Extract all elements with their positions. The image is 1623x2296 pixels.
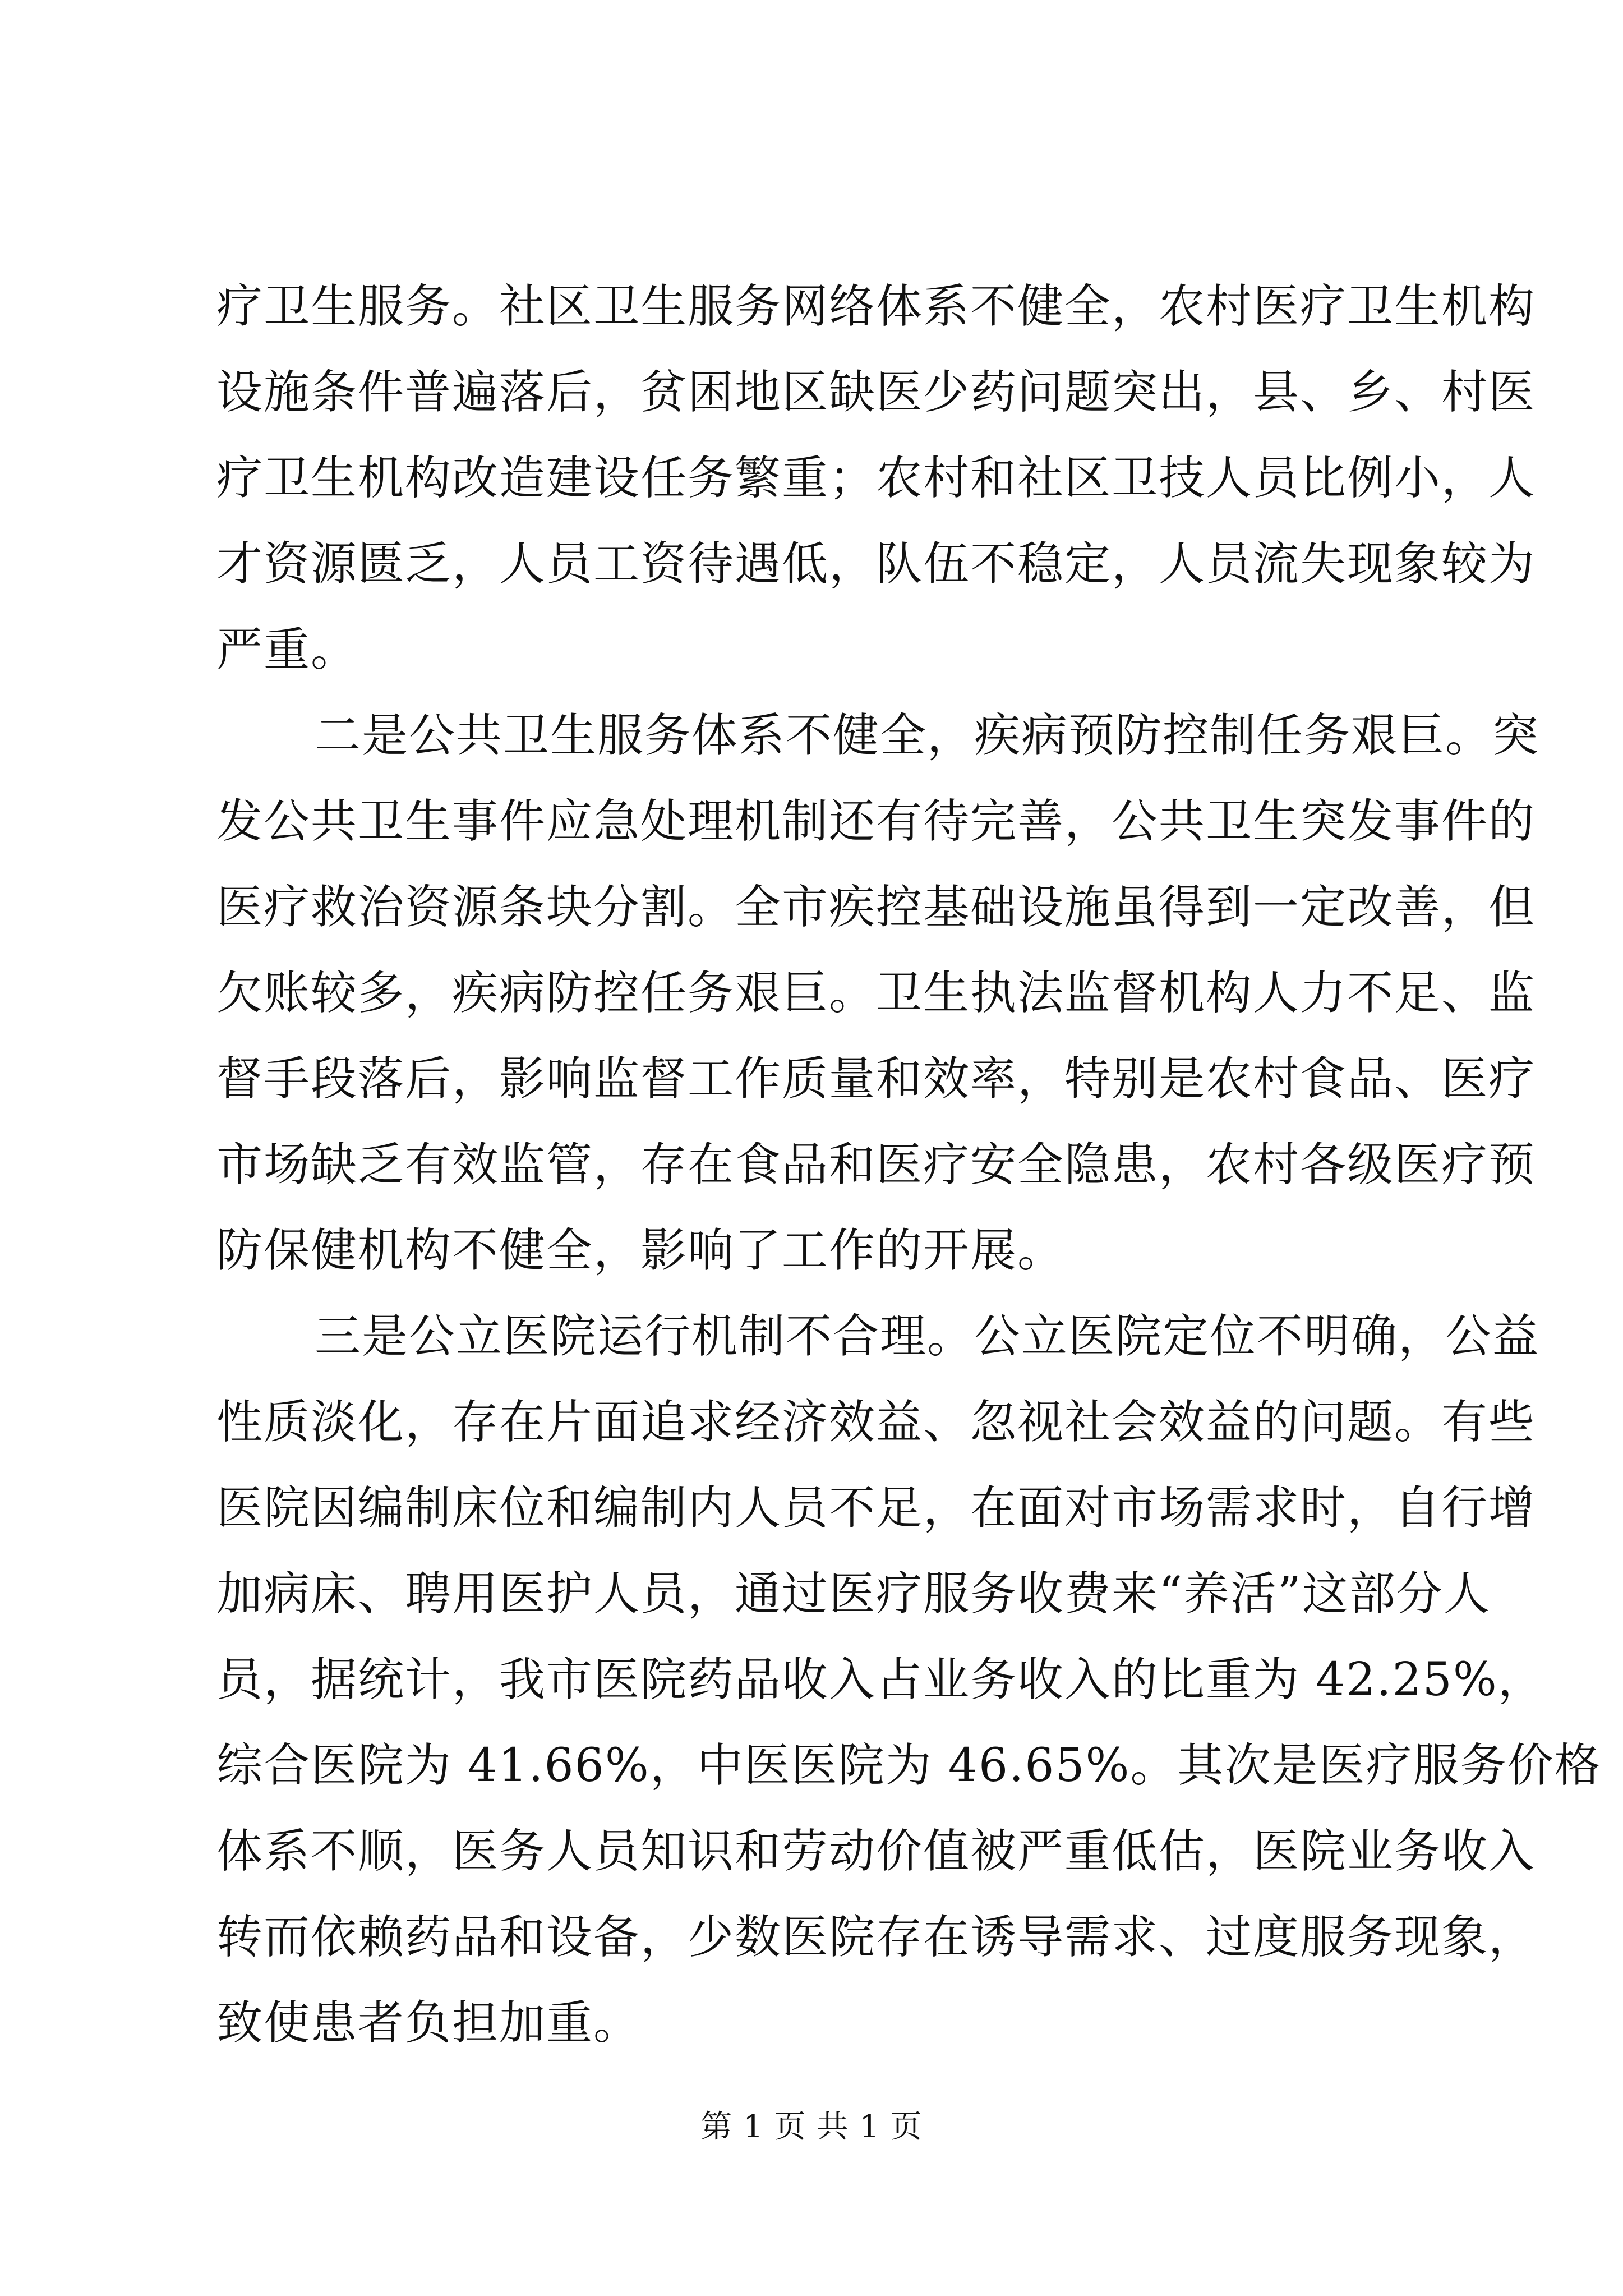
- paragraph-2-line-1: 二是公共卫生服务体系不健全，疾病预防控制任务艰巨。突: [315, 709, 1540, 762]
- paragraph-1-line-4: 才资源匮乏，人员工资待遇低，队伍不稳定，人员流失现象较为: [216, 537, 1536, 591]
- document-body: [216, 264, 1602, 2066]
- paragraph-2-line-2: 发公共卫生事件应急处理机制还有待完善，公共卫生突发事件的: [216, 795, 1536, 848]
- paragraph-3-line-8: 转而依赖药品和设备，少数医院存在诱导需求、过度服务现象，: [216, 1911, 1536, 1964]
- paragraph-3-line-2: 性质淡化，存在片面追求经济效益、忽视社会效益的问题。有些: [216, 1396, 1536, 1449]
- paragraph-2-line-7: 防保健机构不健全，影响了工作的开展。: [216, 1224, 1065, 1277]
- paragraph-3-line-4: 加病床、聘用医护人员，通过医疗服务收费来“养活”这部分人: [216, 1567, 1491, 1621]
- paragraph-3-line-7: 体系不顺，医务人员知识和劳动价值被严重低估，医院业务收入: [216, 1825, 1536, 1878]
- paragraph-2-line-5: 督手段落后，影响监督工作质量和效率，特别是农村食品、医疗: [216, 1052, 1536, 1106]
- paragraph-1-line-5: 严重。: [216, 623, 358, 677]
- paragraph-2-line-4: 欠账较多，疾病防控任务艰巨。卫生执法监督机构人力不足、监: [216, 967, 1536, 1020]
- page-footer: 第 1 页 共 1 页: [700, 2109, 923, 2145]
- paragraph-2-line-6: 市场缺乏有效监管，存在食品和医疗安全隐患，农村各级医疗预: [216, 1138, 1536, 1191]
- paragraph-1-line-1: 疗卫生服务。社区卫生服务网络体系不健全，农村医疗卫生机构: [216, 280, 1536, 333]
- paragraph-2-line-3: 医疗救治资源条块分割。全市疾控基础设施虽得到一定改善，但: [216, 881, 1536, 934]
- paragraph-3-line-3: 医院因编制床位和编制内人员不足，在面对市场需求时，自行增: [216, 1481, 1536, 1535]
- paragraph-3-line-6: 综合医院为 41.66%，中医医院为 46.65%。其次是医疗服务价格: [216, 1739, 1602, 1792]
- paragraph-3-line-9: 致使患者负担加重。: [216, 1996, 641, 2050]
- paragraph-3-line-5: 员，据统计，我市医院药品收入占业务收入的比重为 42.25%，: [216, 1653, 1545, 1706]
- paragraph-1-line-3: 疗卫生机构改造建设任务繁重；农村和社区卫技人员比例小，人: [216, 452, 1536, 505]
- paragraph-3-line-1: 三是公立医院运行机制不合理。公立医院定位不明确，公益: [315, 1310, 1540, 1363]
- paragraph-1-line-2: 设施条件普遍落后，贫困地区缺医少药问题突出，县、乡、村医: [216, 366, 1536, 419]
